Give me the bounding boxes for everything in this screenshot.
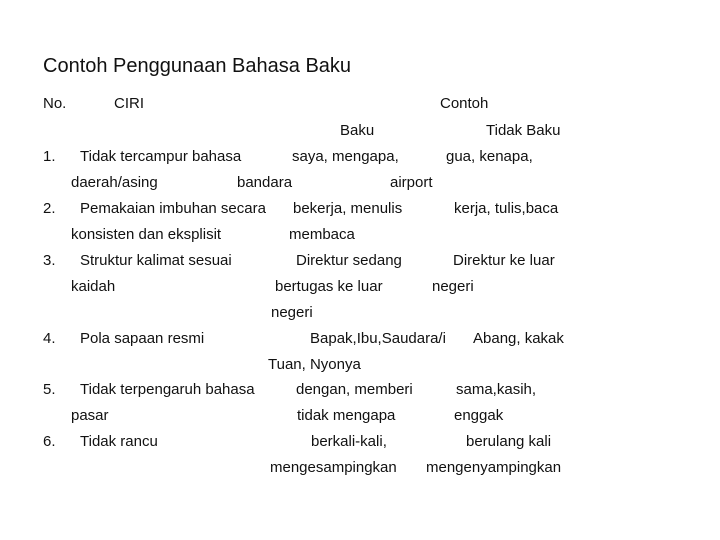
header-baku: Baku bbox=[340, 122, 375, 139]
tidak-baku-text: mengenyampingkan bbox=[426, 459, 562, 476]
tidak-baku-text: berulang kali bbox=[466, 433, 552, 450]
ciri-text: konsisten dan eksplisit bbox=[71, 226, 222, 243]
baku-text: membaca bbox=[289, 226, 355, 243]
ciri-text: Pemakaian imbuhan secara bbox=[80, 200, 266, 217]
row-number: 3. bbox=[43, 252, 56, 269]
baku-text: mengesampingkan bbox=[270, 459, 397, 476]
tidak-baku-text: negeri bbox=[432, 278, 474, 295]
baku-text: bandara bbox=[237, 174, 293, 191]
baku-text: bertugas ke luar bbox=[275, 278, 383, 295]
row-number: 5. bbox=[43, 381, 56, 398]
baku-text: Tuan, Nyonya bbox=[268, 356, 361, 373]
ciri-text: pasar bbox=[71, 407, 109, 424]
baku-text: berkali-kali, bbox=[311, 433, 387, 450]
baku-text: bekerja, menulis bbox=[293, 200, 403, 217]
ciri-text: Pola sapaan resmi bbox=[80, 330, 205, 347]
ciri-text: Tidak tercampur bahasa bbox=[80, 148, 242, 165]
ciri-text: Struktur kalimat sesuai bbox=[80, 252, 232, 269]
ciri-text: Tidak rancu bbox=[80, 433, 158, 450]
baku-text: Bapak,Ibu,Saudara/i bbox=[310, 330, 446, 347]
row-number: 1. bbox=[43, 148, 56, 165]
header-contoh: Contoh bbox=[440, 95, 489, 112]
tidak-baku-text: enggak bbox=[454, 407, 504, 424]
page-title: Contoh Penggunaan Bahasa Baku bbox=[43, 55, 352, 77]
row-number: 2. bbox=[43, 200, 56, 217]
baku-text: saya, mengapa, bbox=[292, 148, 399, 165]
ciri-text: kaidah bbox=[71, 278, 116, 295]
header-no: No. bbox=[43, 95, 67, 112]
tidak-baku-text: Direktur ke luar bbox=[453, 252, 555, 269]
baku-text: negeri bbox=[271, 304, 313, 321]
ciri-text: daerah/asing bbox=[71, 174, 158, 191]
row-number: 4. bbox=[43, 330, 56, 347]
header-ciri: CIRI bbox=[114, 95, 144, 112]
tidak-baku-text: airport bbox=[390, 174, 433, 191]
ciri-text: Tidak terpengaruh bahasa bbox=[80, 381, 255, 398]
header-tidak-baku: Tidak Baku bbox=[486, 122, 561, 139]
tidak-baku-text: sama,kasih, bbox=[456, 381, 537, 398]
tidak-baku-text: gua, kenapa, bbox=[446, 148, 533, 165]
tidak-baku-text: Abang, kakak bbox=[473, 330, 564, 347]
baku-text: tidak mengapa bbox=[297, 407, 396, 424]
tidak-baku-text: kerja, tulis,baca bbox=[454, 200, 559, 217]
baku-text: Direktur sedang bbox=[296, 252, 402, 269]
baku-text: dengan, memberi bbox=[296, 381, 413, 398]
row-number: 6. bbox=[43, 433, 56, 450]
